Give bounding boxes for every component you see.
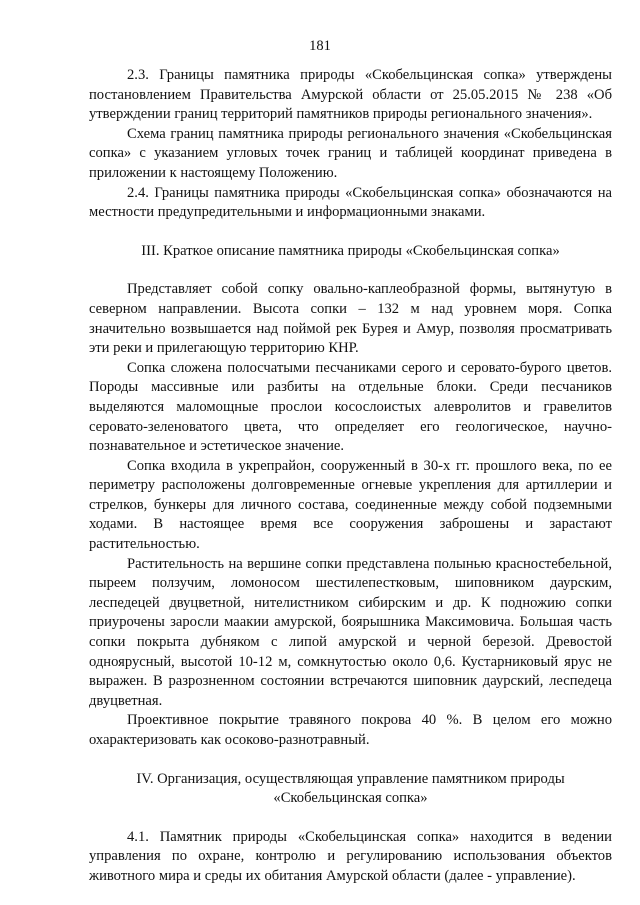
section-heading-3: III. Краткое описание памятника природы «Скобельцинская сопка» <box>141 242 560 259</box>
section-heading-4-line-2: «Скобельцинская сопка» <box>273 790 428 807</box>
document-body <box>89 66 612 887</box>
paragraph-description-4: Растительность на вершине сопки представлена полынью красностебельной, пыреем ползучим, ломоносом шестилепестковым, шиповником даурским, леспедецей двуцветной, нителистником сибирским и др. К подножию сопки приурочены заросли маакии амурской, боярышника Максимовича. Большая часть сопки покрыта дубняком с липой амурской и черной березой. Древостой одноярусный, высотой 10-12 м, сомкнутостью около 0,6. Кустарниковый ярус не выражен. В разрозненном состоянии встречаются шиповник даурский, леспедеца двуцветная. <box>89 555 612 709</box>
paragraph-4-1: 4.1. Памятник природы «Скобельцинская сопка» находится в ведении управления по охране, контролю и регулированию использования объектов животного мира и среды их обитания Амурской области (далее - управление). <box>89 828 612 884</box>
paragraph-2-3: 2.3. Границы памятника природы «Скобельцинская сопка» утверждены постановлением Правительства Амурской области от 25.05.2015 № 238 «Об утверждении границ территорий памятников природы регионального значения». <box>89 67 612 123</box>
page-number: 181 <box>309 38 331 54</box>
section-heading-4-line-1: IV. Организация, осуществляющая управление памятником природы <box>136 770 565 787</box>
paragraph-description-5: Проективное покрытие травяного покрова 40 %. В целом его можно охарактеризовать как осоково-разнотравный. <box>89 712 612 748</box>
paragraph-description-1: Представляет собой сопку овально-каплеобразной формы, вытянутую в северном направлении. Высота сопки – 132 м над уровнем моря. Сопка значительно возвышается над поймой рек Бурея и Амур, позволяя просматривать эти реки и прилегающую территорию КНР. <box>89 281 612 357</box>
paragraph-2-4: 2.4. Границы памятника природы «Скобельцинская сопка» обозначаются на местности предупредительными и информационными знаками. <box>89 184 612 221</box>
paragraph-scheme: Схема границ памятника природы регионального значения «Скобельцинская сопка» с указанием угловых точек границ и таблицей координат приведена в приложении к настоящему Положению. <box>89 125 612 181</box>
paragraph-description-3: Сопка входила в укрепрайон, сооруженный в 30-х гг. прошлого века, по ее периметру расположены долговременные огневые укрепления для артиллерии и стрелков, бункеры для личного состава, соединенные между собой подземными ходами. В настоящее время все сооружения заброшены и зарастают растительностью. <box>89 457 612 553</box>
paragraph-description-2: Сопка сложена полосчатыми песчаниками серого и серовато-бурого цветов. Породы массивные или разбиты на отдельные блоки. Среди песчаников выделяются маломощные прослои косослоистых алевролитов и гравелитов серовато-зеленоватого цвета, что определяет его геологическое, научно-познавательное и эстетическое значение. <box>89 359 612 455</box>
